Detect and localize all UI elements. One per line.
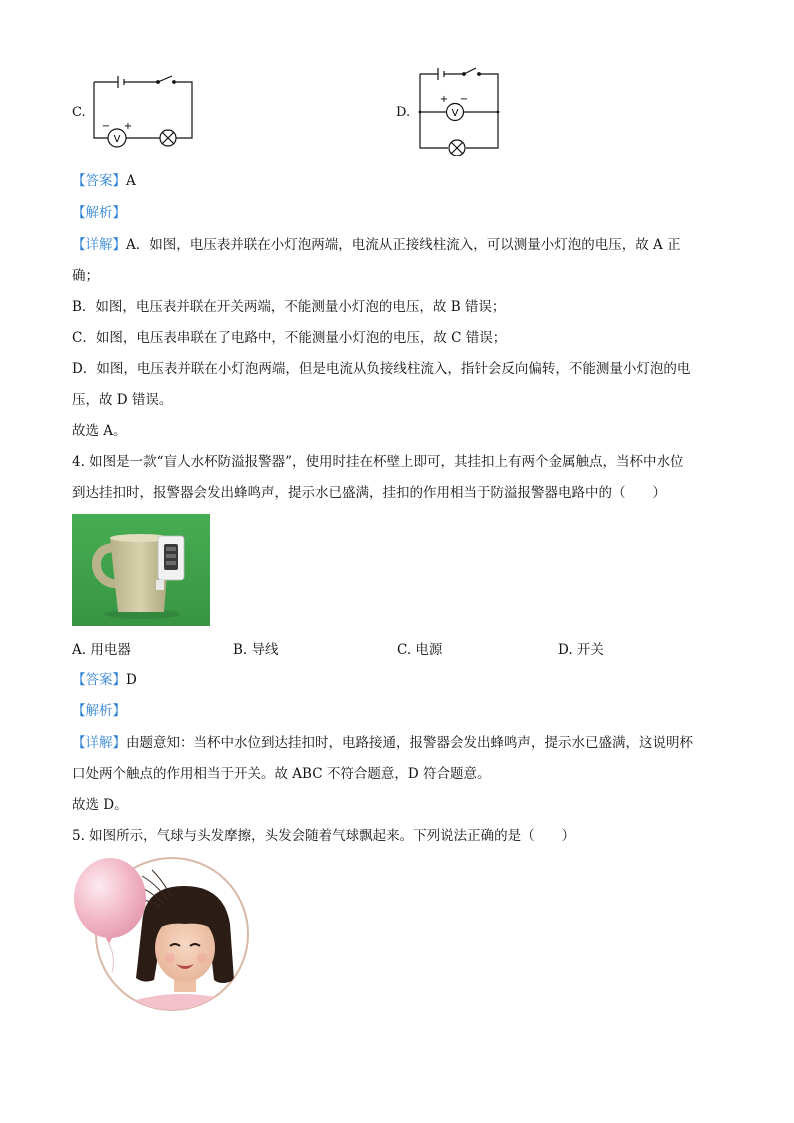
q3-answer [72,171,136,191]
cup-alarm-photo [72,514,210,626]
option-c-label: C. [72,105,86,120]
detail-tag: 【详解】 [72,237,126,253]
q4-detail-line: 口处两个触点的作用相当于开关。故 ABC 不符合题意，D 符合题意。 [72,766,491,782]
q4-stem-line: 4. 如图是一款“盲人水杯防溢报警器”，使用时挂在杯壁上即可，其挂扣上有两个金属触点，当杯中水位 [72,454,684,470]
choice-a[interactable]: A. 用电器 [72,642,131,658]
q3-analysis-tag: 【解析】 [72,205,126,221]
detail-text: 由题意知：当杯中水位到达挂扣时，电路接通，报警器会发出蜂鸣声，提示水已盛满，这说明杯 [126,735,693,751]
q4-detail-line [72,733,693,753]
plus-terminal: + [439,94,449,105]
choice-c[interactable]: C. 电源 [397,642,443,658]
choice-b[interactable]: B. 导线 [233,642,279,658]
q5-stem: 5. 如图所示，气球与头发摩擦，头发会随着气球飘起来。下列说法正确的是（ ） [72,828,576,844]
voltmeter-symbol: V [113,134,121,145]
circuit-diagram-c [88,72,198,150]
answer-value: A [126,173,136,189]
choice-d[interactable]: D. 开关 [558,642,604,658]
q4-conclusion: 故选 D。 [72,797,128,813]
q4-stem-line: 到达挂扣时，报警器会发出蜂鸣声，提示水已盛满，挂扣的作用相当于防溢报警器电路中的（ ） [72,485,666,501]
detail-tag: 【详解】 [72,735,126,751]
answer-tag: 【答案】 [72,173,126,189]
q3-detail-line: D．如图，电压表并联在小灯泡两端，但是电流从负接线柱流入，指针会反向偏转，不能测量小灯泡的电 [72,361,691,377]
q3-detail-line: 确； [72,268,99,284]
circuit-diagram-d [412,64,504,156]
q3-detail-line [72,235,681,255]
q3-detail-line: B．如图，电压表并联在开关两端，不能测量小灯泡的电压，故 B 错误； [72,299,506,315]
q3-conclusion: 故选 A。 [72,423,127,439]
q3-detail-line: C．如图，电压表串联在了电路中，不能测量小灯泡的电压，故 C 错误； [72,330,507,346]
balloon-hair-photo [72,854,256,1016]
detail-text: A．如图，电压表并联在小灯泡两端，电流从正接线柱流入，可以测量小灯泡的电压，故 A 正 [126,237,681,253]
q4-analysis-tag: 【解析】 [72,703,126,719]
q3-detail-line: 压，故 D 错误。 [72,392,173,408]
answer-value: D [126,672,137,688]
voltmeter-symbol: V [451,108,459,119]
minus-terminal: − [459,94,469,105]
q4-answer [72,670,137,690]
plus-terminal: + [123,121,133,132]
option-d-label: D. [396,105,411,120]
answer-tag: 【答案】 [72,672,126,688]
minus-terminal: − [101,121,111,132]
